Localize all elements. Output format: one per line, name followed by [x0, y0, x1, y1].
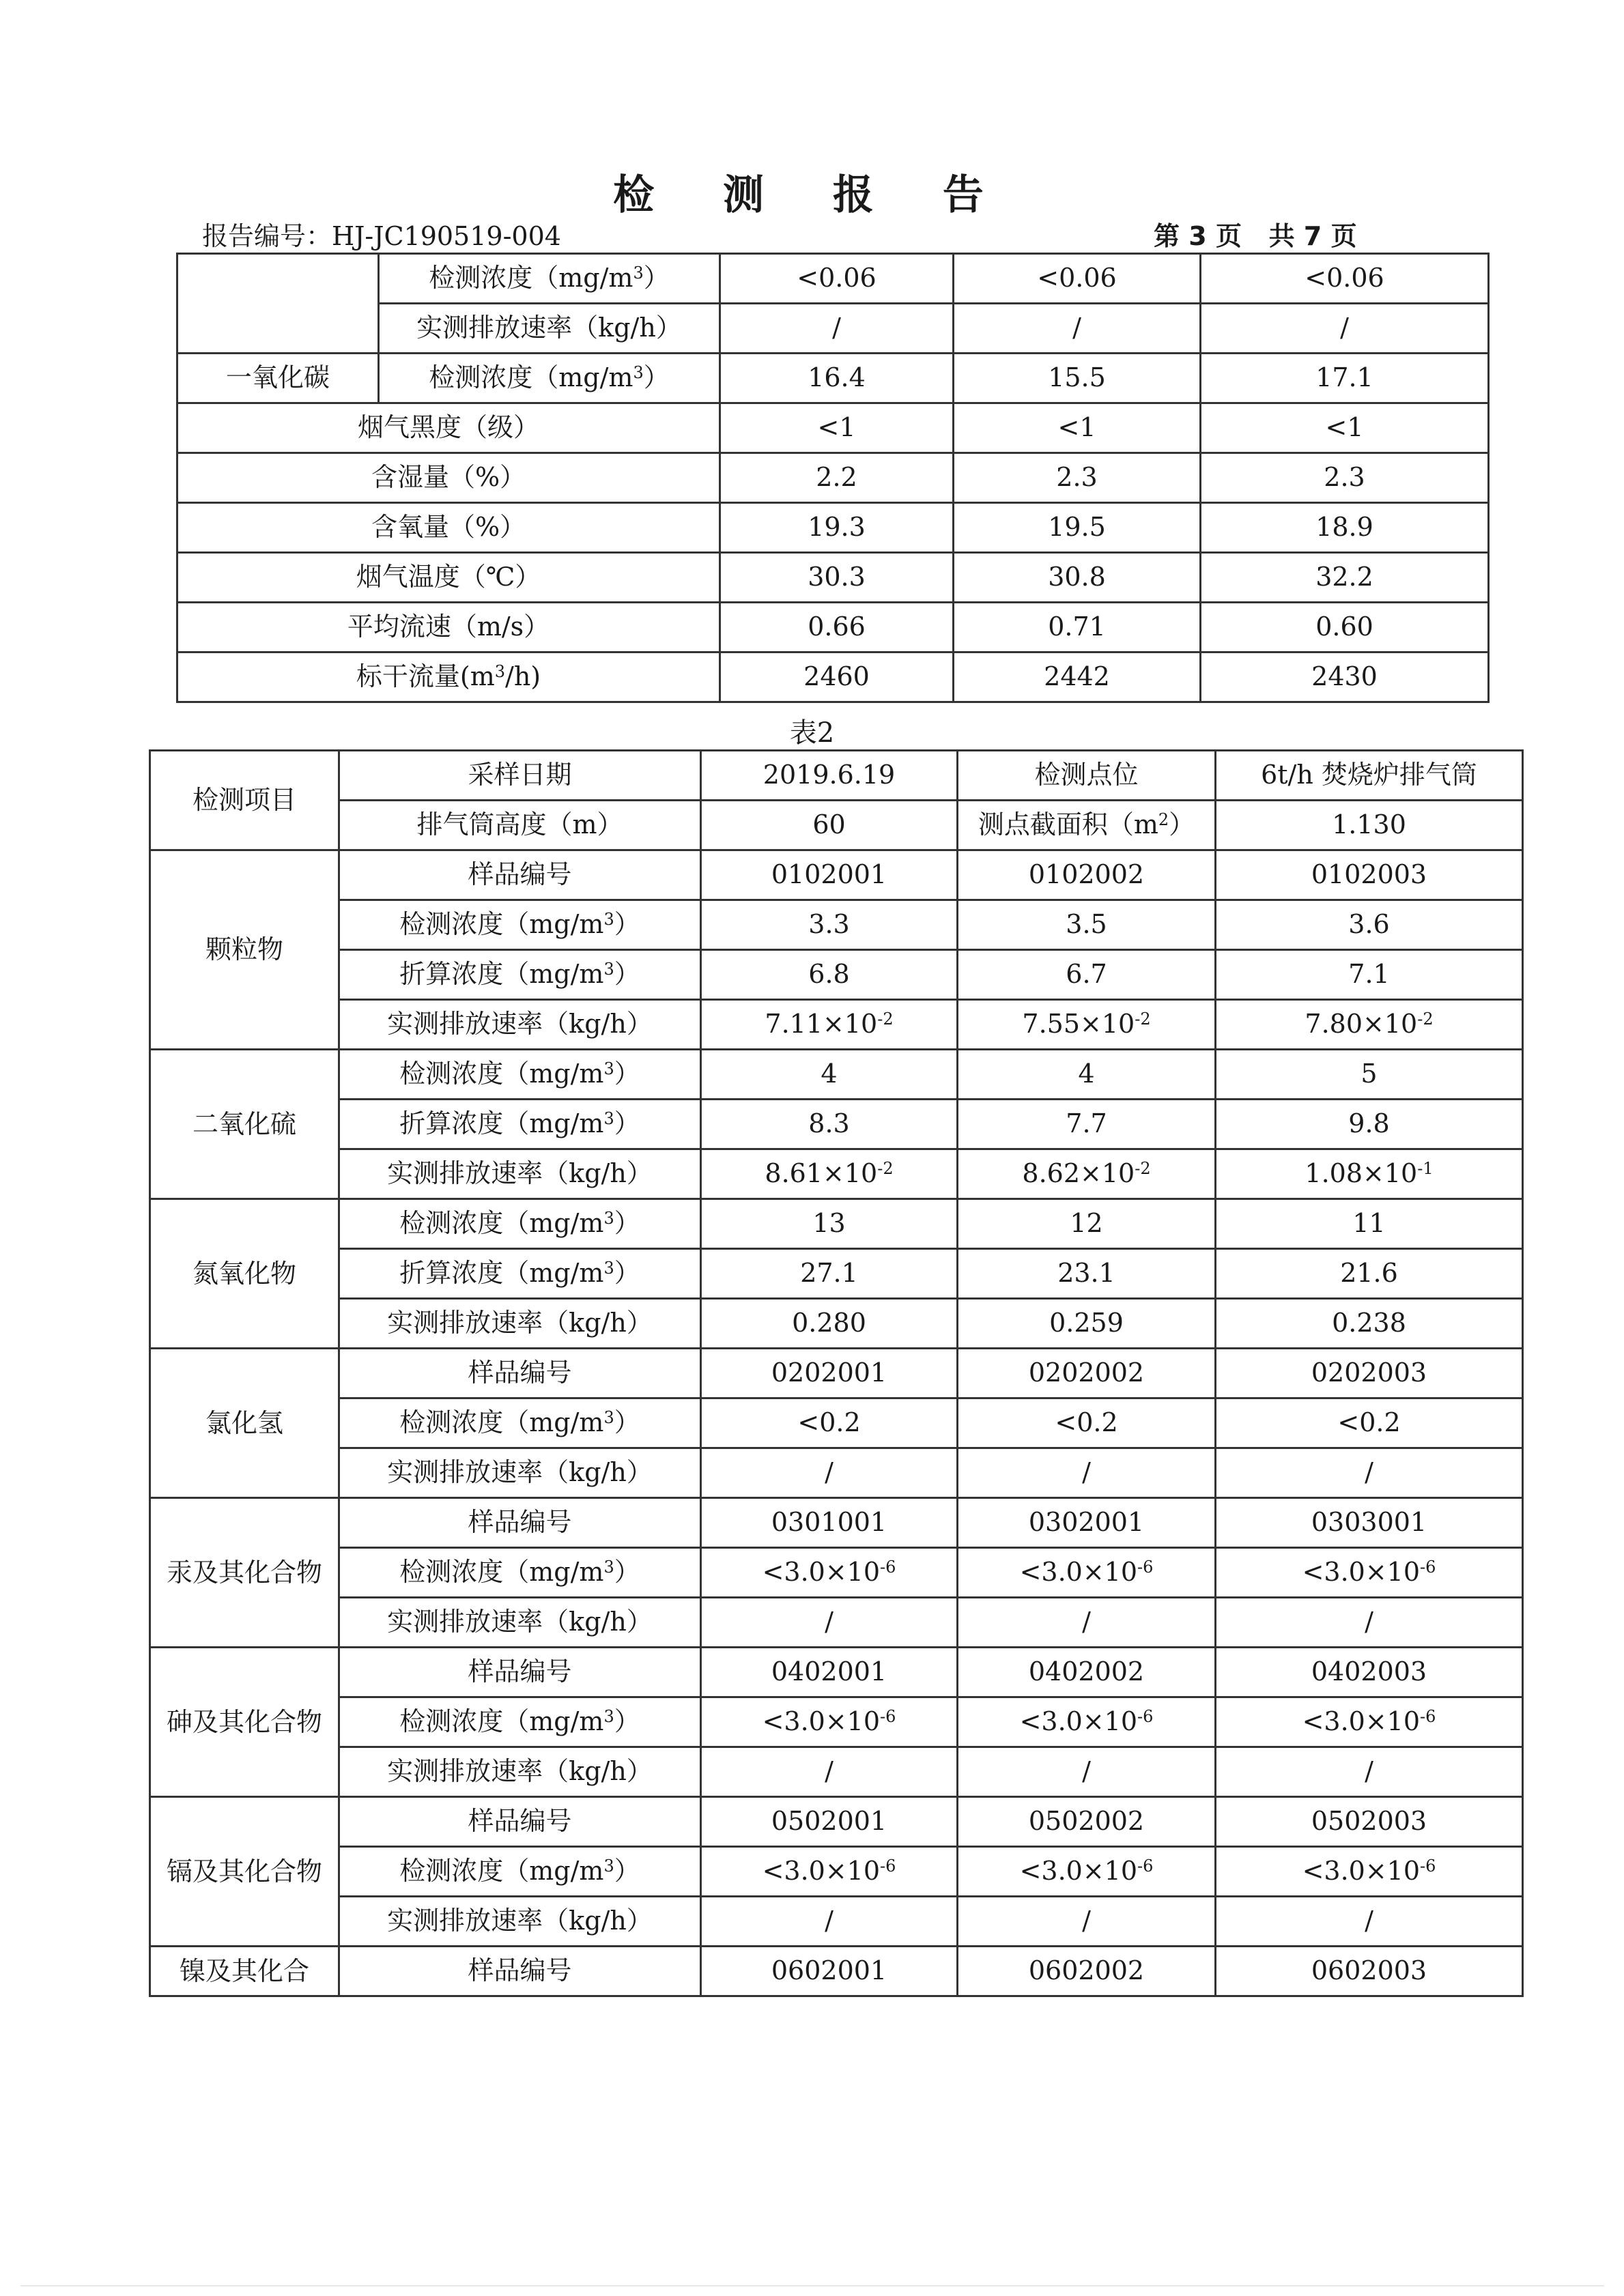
value-cell: 0202001	[701, 1349, 958, 1398]
value-cell: /	[954, 304, 1201, 354]
table-row	[177, 453, 1489, 503]
value-cell: <0.2	[958, 1398, 1216, 1448]
item-cell: 样品编号	[339, 1797, 701, 1847]
item-cell: 烟气黑度（级）	[177, 403, 720, 453]
table-row	[150, 950, 1523, 1000]
column-header: 检测项目	[150, 751, 339, 850]
table-row	[150, 1199, 1523, 1249]
value-cell: 0402003	[1216, 1648, 1523, 1697]
value-cell: 0402002	[958, 1648, 1216, 1697]
page-indicator	[1154, 215, 1357, 253]
group-cell: 二氧化硫	[150, 1050, 339, 1199]
item-cell: 折算浓度$(mg/m^3)$	[339, 1100, 701, 1149]
table-row	[150, 1548, 1523, 1598]
group-cell: 一氧化碳	[177, 354, 379, 403]
value-cell: 30.8	[954, 553, 1201, 603]
page-title: 检 测 报 告	[613, 171, 1011, 219]
value-cell: $1.08\times 10^{-1}$	[1216, 1149, 1523, 1199]
value-cell: /	[1216, 1598, 1523, 1648]
page-label: 页	[1330, 220, 1357, 251]
value-cell: $<3.0\times 10^{-6}$	[1216, 1847, 1523, 1897]
item-cell: 检测浓度$(mg/m^3)$	[339, 1398, 701, 1448]
table-row	[150, 1100, 1523, 1149]
page-label: 第	[1154, 220, 1180, 251]
value-cell: 0602003	[1216, 1947, 1523, 1996]
value-cell: 0602001	[701, 1947, 958, 1996]
header-label: 检测点位	[958, 751, 1216, 801]
value-cell: 0.60	[1201, 603, 1489, 652]
header-label: 排气筒高度（m）	[339, 801, 701, 850]
value-cell: $<3.0\times 10^{-6}$	[958, 1548, 1216, 1598]
value-cell: /	[701, 1897, 958, 1947]
item-cell: 实测排放速率（kg/h）	[339, 1747, 701, 1797]
item-cell: 实测排放速率（kg/h）	[339, 1149, 701, 1199]
group-cell: 颗粒物	[150, 850, 339, 1050]
group-cell: 砷及其化合物	[150, 1648, 339, 1797]
item-cell: 检测浓度$(mg/m^3)$	[339, 1697, 701, 1747]
value-cell: $7.80\times 10^{-2}$	[1216, 1000, 1523, 1050]
value-cell: <0.06	[1201, 254, 1489, 304]
value-cell: 9.8	[1216, 1100, 1523, 1149]
value-cell: /	[958, 1598, 1216, 1648]
value-cell: $<3.0\times 10^{-6}$	[958, 1697, 1216, 1747]
item-cell: 检测浓度$(mg/m^3)$	[339, 1199, 701, 1249]
table-row	[177, 503, 1489, 553]
value-cell: 0202003	[1216, 1349, 1523, 1398]
value-cell: 6.8	[701, 950, 958, 1000]
item-cell: 烟气温度（℃）	[177, 553, 720, 603]
table-row	[150, 1299, 1523, 1349]
page-label: 页	[1215, 220, 1242, 251]
value-cell: 4	[701, 1050, 958, 1100]
value-cell: 0502002	[958, 1797, 1216, 1847]
value-cell: 0303001	[1216, 1498, 1523, 1548]
header-label: 采样日期	[339, 751, 701, 801]
group-cell	[177, 254, 379, 354]
value-cell: $<3.0\times 10^{-6}$	[701, 1697, 958, 1747]
value-cell: /	[1216, 1747, 1523, 1797]
value-cell: $<3.0\times 10^{-6}$	[1216, 1697, 1523, 1747]
table-row	[150, 751, 1523, 801]
page-total: 7	[1303, 221, 1322, 251]
item-cell: 样品编号	[339, 1648, 701, 1697]
value-cell: /	[1216, 1448, 1523, 1498]
value-cell: /	[720, 304, 954, 354]
value-cell: 0302001	[958, 1498, 1216, 1548]
value-cell: $8.62\times 10^{-2}$	[958, 1149, 1216, 1199]
value-cell: 4	[958, 1050, 1216, 1100]
item-cell: 检测浓度$(mg/m^3)$	[379, 254, 720, 304]
table-row	[150, 1349, 1523, 1398]
monitoring-point: 6t/h 焚烧炉排气筒	[1216, 751, 1523, 801]
item-cell: 实测排放速率（kg/h）	[339, 1598, 701, 1648]
item-cell: 实测排放速率（kg/h）	[339, 1448, 701, 1498]
value-cell: 32.2	[1201, 553, 1489, 603]
table-row	[177, 403, 1489, 453]
item-cell: 实测排放速率（kg/h）	[379, 304, 720, 354]
value-cell: $<3.0\times 10^{-6}$	[958, 1847, 1216, 1897]
item-cell: 检测浓度$(mg/m^3)$	[339, 1548, 701, 1598]
table-row	[150, 1747, 1523, 1797]
value-cell: $7.11\times 10^{-2}$	[701, 1000, 958, 1050]
page-current: 3	[1188, 221, 1207, 251]
group-cell: 汞及其化合物	[150, 1498, 339, 1648]
value-cell: 0.238	[1216, 1299, 1523, 1349]
item-cell: 实测排放速率（kg/h）	[339, 1299, 701, 1349]
table-row	[177, 354, 1489, 403]
value-cell: 30.3	[720, 553, 954, 603]
table-row	[150, 1000, 1523, 1050]
value-cell: 2430	[1201, 652, 1489, 702]
table-row	[150, 1697, 1523, 1747]
value-cell: 8.3	[701, 1100, 958, 1149]
table-row	[150, 1797, 1523, 1847]
value-cell: <0.2	[1216, 1398, 1523, 1448]
table-caption: 表2	[789, 717, 835, 749]
value-cell: 11	[1216, 1199, 1523, 1249]
stack-height: 60	[701, 801, 958, 850]
table-row	[150, 1598, 1523, 1648]
scan-edge	[20, 2285, 1604, 2286]
results-table-2	[149, 749, 1524, 1997]
item-cell: 样品编号	[339, 1349, 701, 1398]
item-cell: 标干流量$(m^3/h)$	[177, 652, 720, 702]
value-cell: /	[701, 1448, 958, 1498]
table-row	[150, 1897, 1523, 1947]
value-cell: 2442	[954, 652, 1201, 702]
item-cell: 折算浓度$(mg/m^3)$	[339, 1249, 701, 1299]
item-cell: 样品编号	[339, 1947, 701, 1996]
value-cell: 18.9	[1201, 503, 1489, 553]
group-cell: 镍及其化合	[150, 1947, 339, 1996]
value-cell: 3.3	[701, 900, 958, 950]
item-cell: 检测浓度$(mg/m^3)$	[379, 354, 720, 403]
item-cell: 检测浓度$(mg/m^3)$	[339, 900, 701, 950]
value-cell: 0102003	[1216, 850, 1523, 900]
value-cell: 0402001	[701, 1648, 958, 1697]
table-row	[150, 1648, 1523, 1697]
value-cell: <0.06	[954, 254, 1201, 304]
value-cell: 27.1	[701, 1249, 958, 1299]
results-table-1	[176, 253, 1490, 703]
item-cell: 平均流速（m/s）	[177, 603, 720, 652]
value-cell: 3.5	[958, 900, 1216, 950]
value-cell: <0.2	[701, 1398, 958, 1448]
value-cell: 2.3	[954, 453, 1201, 503]
table-row	[150, 850, 1523, 900]
table-row	[150, 1947, 1523, 1996]
group-cell: 镉及其化合物	[150, 1797, 339, 1947]
value-cell: 5	[1216, 1050, 1523, 1100]
value-cell: 12	[958, 1199, 1216, 1249]
value-cell: 2460	[720, 652, 954, 702]
value-cell: 0.280	[701, 1299, 958, 1349]
value-cell: 0102002	[958, 850, 1216, 900]
header-label: 测点截面积$(m^2)$	[958, 801, 1216, 850]
item-cell: 样品编号	[339, 1498, 701, 1548]
group-cell: 氯化氢	[150, 1349, 339, 1498]
value-cell: 7.7	[958, 1100, 1216, 1149]
value-cell: 13	[701, 1199, 958, 1249]
value-cell: 16.4	[720, 354, 954, 403]
value-cell: /	[1201, 304, 1489, 354]
table-row	[150, 1249, 1523, 1299]
value-cell: $7.55\times 10^{-2}$	[958, 1000, 1216, 1050]
table-row	[150, 801, 1523, 850]
report-number: 报告编号：HJ-JC190519-004	[202, 221, 561, 251]
table-row	[150, 1847, 1523, 1897]
item-cell: 含湿量（%）	[177, 453, 720, 503]
table-row	[150, 1498, 1523, 1548]
value-cell: 0502003	[1216, 1797, 1523, 1847]
value-cell: 2.2	[720, 453, 954, 503]
value-cell: /	[1216, 1897, 1523, 1947]
table-row	[150, 1050, 1523, 1100]
value-cell: <0.06	[720, 254, 954, 304]
value-cell: $<3.0\times 10^{-6}$	[1216, 1548, 1523, 1598]
value-cell: /	[958, 1897, 1216, 1947]
value-cell: 3.6	[1216, 900, 1523, 950]
value-cell: 7.1	[1216, 950, 1523, 1000]
item-cell: 实测排放速率（kg/h）	[339, 1000, 701, 1050]
section-area: 1.130	[1216, 801, 1523, 850]
value-cell: 0.259	[958, 1299, 1216, 1349]
value-cell: /	[701, 1598, 958, 1648]
value-cell: 15.5	[954, 354, 1201, 403]
value-cell: 0102001	[701, 850, 958, 900]
value-cell: /	[701, 1747, 958, 1797]
value-cell: $<3.0\times 10^{-6}$	[701, 1548, 958, 1598]
value-cell: <1	[1201, 403, 1489, 453]
table-row	[150, 1448, 1523, 1498]
item-cell: 检测浓度$(mg/m^3)$	[339, 1847, 701, 1897]
item-cell: 样品编号	[339, 850, 701, 900]
item-cell: 含氧量（%）	[177, 503, 720, 553]
value-cell: $<3.0\times 10^{-6}$	[701, 1847, 958, 1897]
value-cell: 0602002	[958, 1947, 1216, 1996]
value-cell: $8.61\times 10^{-2}$	[701, 1149, 958, 1199]
sampling-date: 2019.6.19	[701, 751, 958, 801]
value-cell: /	[958, 1448, 1216, 1498]
value-cell: 0301001	[701, 1498, 958, 1548]
group-cell: 氮氧化物	[150, 1199, 339, 1349]
table-row	[150, 900, 1523, 950]
page-label: 共	[1268, 220, 1295, 251]
value-cell: 0202002	[958, 1349, 1216, 1398]
value-cell: 6.7	[958, 950, 1216, 1000]
table-row	[177, 652, 1489, 702]
table-row	[177, 603, 1489, 652]
value-cell: <1	[720, 403, 954, 453]
value-cell: /	[958, 1747, 1216, 1797]
value-cell: 23.1	[958, 1249, 1216, 1299]
value-cell: 0502001	[701, 1797, 958, 1847]
value-cell: 19.3	[720, 503, 954, 553]
value-cell: 19.5	[954, 503, 1201, 553]
table-row	[150, 1398, 1523, 1448]
item-cell: 折算浓度$(mg/m^3)$	[339, 950, 701, 1000]
table-row	[177, 553, 1489, 603]
value-cell: 2.3	[1201, 453, 1489, 503]
value-cell: 0.66	[720, 603, 954, 652]
value-cell: 0.71	[954, 603, 1201, 652]
item-cell: 实测排放速率（kg/h）	[339, 1897, 701, 1947]
value-cell: 21.6	[1216, 1249, 1523, 1299]
table-row	[177, 254, 1489, 304]
value-cell: 17.1	[1201, 354, 1489, 403]
value-cell: <1	[954, 403, 1201, 453]
table-row	[150, 1149, 1523, 1199]
item-cell: 检测浓度$(mg/m^3)$	[339, 1050, 701, 1100]
